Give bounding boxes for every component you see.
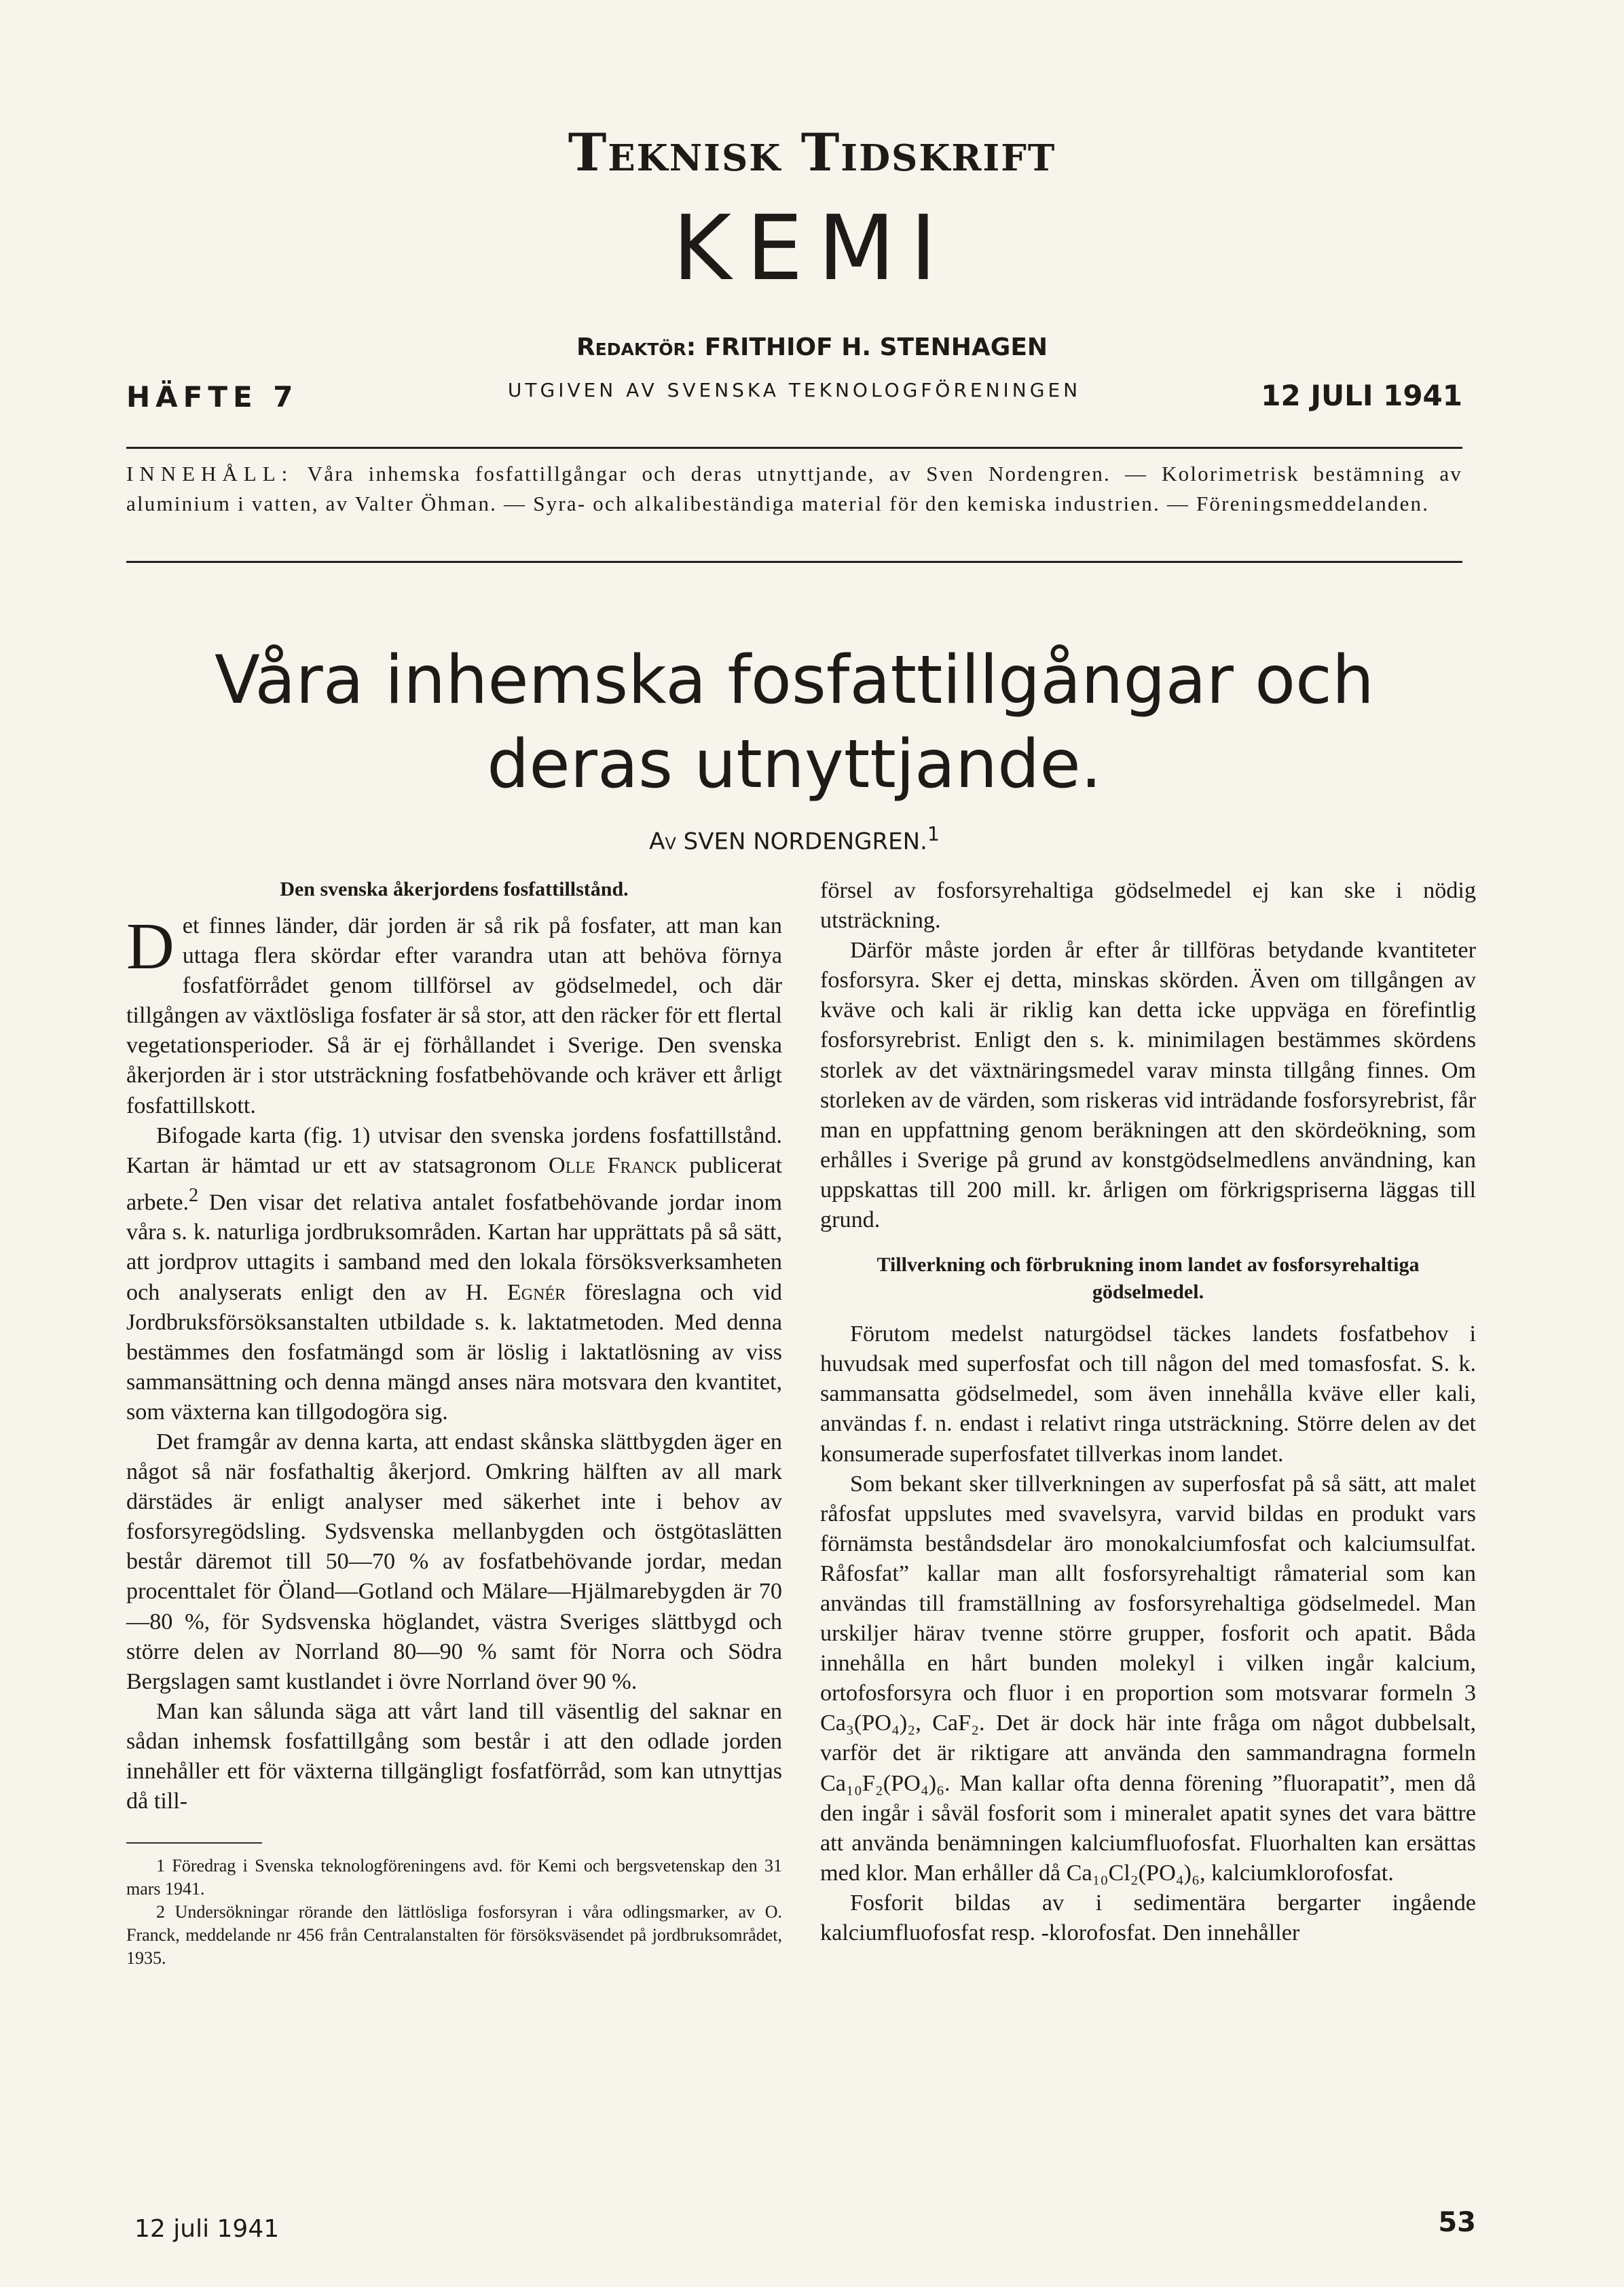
chemical-formula: Ca₁₀F₂(PO₄)₆. [820, 1770, 951, 1796]
section-title: KEMI [672, 196, 952, 301]
paragraph [126, 1121, 782, 1427]
footnote-separator [126, 1842, 262, 1844]
byline [126, 823, 1462, 855]
issue-date: 12 JULI 1941 [1261, 379, 1462, 412]
top-rule [126, 447, 1462, 449]
paragraph-text: föreslagna och vid Jordbruksförsöksanstalten utbildade s. k. laktatmetoden. Med denna bestämmes den fosfatmängd som är löslig i laktatlösning av viss sammansättning och denna mängd anses nära motsvara den kvantitet, som växterna kan tillgodogöra sig. [126, 1279, 782, 1425]
journal-title: Teknisk Tidskrift [568, 122, 1056, 183]
chemical-formula: 3 Ca₃(PO₄)₂, CaF₂. [820, 1681, 1477, 1736]
issue-row [126, 375, 1462, 416]
page-number: 53 [1438, 2207, 1476, 2238]
paragraph-text: publicerat arbete. [126, 1152, 783, 1215]
author-footnote-marker: 1 [927, 823, 940, 845]
paragraph-text: Som bekant sker tillverkningen av superfosfat på så sätt, att malet råfosfat uppslutes med svavelsyra, varvid bildas en produkt vars förnämsta beståndsdelar äro monokalciumfosfat och kalciumsulfat. Råfosfat” kallar man allt fosforsyrehaltigt råmaterial som kan användas till framställning av fosforsyrehaltiga gödselmedel. Man urskiljer härav tvenne större grupper, fosforit och apatit. Båda innehålla en hårt bunden molekyl i vilken ingår kalcium, ortofosforsyra och fluor i en proportion som motsvarar formeln [820, 1471, 1476, 1706]
contents-label: INNEHÅLL: [126, 462, 294, 486]
byline-prefix: Av [649, 828, 676, 856]
paragraph: Förutom medelst naturgödsel täckes landets fosfatbehov i huvudsak med superfosfat och till någon del med tomasfosfat. S. k. sammansatta gödselmedel, som även innehålla kväve eller kali, användas f. n. endast i relativt ringa utsträckning. Större delen av det konsumerade superfosfatet tillverkas inom landet. [820, 1321, 1476, 1467]
paragraph [820, 1469, 1476, 1888]
editor-name: FRITHIOF H. STENHAGEN [704, 333, 1048, 361]
editor-line [0, 333, 1624, 361]
paragraph-text: et finnes länder, där jorden är så rik på fosfater, att man kan uttaga flera skördar efter varandra utan att behöva förnya fosfatförrådet genom tillförsel av gödselmedel, och där tillgången av växtlösliga fosfater är så stor, att den räcker för ett flertal vegetationsperioder. Så är ej förhållandet i Sverige. Den svenska åkerjorden är i stor utsträckning fosfatbehövande och kräver ett årligt fosfattillskott. [126, 913, 782, 1118]
paragraph-text: kalciumklorofosfat. [1211, 1860, 1394, 1886]
paragraph: försel av fosforsyrehaltiga gödselmedel ej kan ske i nödig utsträckning. [820, 878, 1476, 934]
footnote-1: 1 Föredrag i Svenska teknologföreningens avd. för Kemi och bergsvetenskap den 31 mars 1941. [126, 1856, 782, 1899]
footer-date: 12 juli 1941 [134, 2215, 280, 2243]
article-title-line2: deras utnyttjande. [487, 726, 1102, 803]
left-column [126, 876, 782, 1970]
person-name: Egnér [506, 1279, 566, 1305]
paragraph-text: Den visar det relativa antalet fosfatbehövande jordar inom våra s. k. naturliga jordbruksområden. Kartan har upprättats på så sätt, att jordprov uttagits i samband med den lokala försöksverksamheten och analyserats enligt den av H. [126, 1190, 782, 1305]
article-title-line1: Våra inhemska fosfattillgångar och [214, 642, 1375, 719]
person-name: Olle Franck [549, 1152, 678, 1178]
author-name: SVEN NORDENGREN. [683, 828, 927, 856]
footnote-2: 2 Undersökningar rörande den lättlösliga fosforsyran i våra odlingsmarker, av O. Franck, meddelande nr 456 från Centralanstalten för försöksväsendet på jordbruksområdet, 1935. [126, 1902, 782, 1969]
drop-cap: D [126, 910, 174, 983]
chemical-formula: Ca₁₀Cl₂(PO₄)₆, [1066, 1860, 1206, 1886]
paragraph: Fosforit bildas av i sedimentära bergarter ingående kalciumfluofosfat resp. -klorofosfat. Den innehåller [820, 1890, 1476, 1945]
paragraph: Det framgår av denna karta, att endast skånska slättbygden äger en något så när fosfathaltig åkerjord. Omkring hälften av all mark därstädes är enligt analyser med säkerhet inte i behov av fosforsyregödsling. Sydsvenska mellanbygden och östgötaslätten består däremot till 50—70 % av fosfatbehövande jordar, medan procenttalet för Öland—Gotland och Mälare—Hjälmarebygden är 70—80 %, för Sydsvenska höglandet, västra Sveriges slättbygd och större delen av Norrland 80—90 % samt för Norra och Södra Bergslagen samt kustlandet i övre Norrland över 90 %. [126, 1429, 782, 1694]
paragraph [126, 911, 782, 1121]
issue-number: HÄFTE 7 [126, 380, 299, 414]
publisher-line: UTGIVEN AV SVENSKA TEKNOLOGFÖRENINGEN [507, 379, 1082, 401]
paragraph-text: Man kallar ofta denna förening ”fluorapatit”, men då den ingår i såväl fosforit som i mineralet apatit synes det vara bättre att använda benämningen kalciumfluofosfat. Fluorhalten kan ersättas med klor. Man erhåller då [820, 1770, 1476, 1886]
section-heading-1: Den svenska åkerjordens fosfattillstånd. [280, 878, 629, 900]
footnote-marker: 2 [189, 1184, 199, 1206]
contents-text: Våra inhemska fosfattillgångar och deras utnyttjande, av Sven Nordengren. — Kolorimetrisk bestämning av aluminium i vatten, av Valter Öhman. — Syra- och alkalibeständiga material för den kemiska industrien. — Föreningsmeddelanden. [126, 462, 1463, 515]
paragraph-text: Det är dock här inte fråga om något dubbelsalt, varför det är riktigare att använda den sammandragna formeln [820, 1710, 1477, 1766]
article-title [126, 638, 1462, 807]
paragraph: Man kan sålunda säga att vårt land till väsentlig del saknar en sådan inhemsk fosfattillgång som består i att den odlade jorden innehåller ett för växterna tillgängligt fosfatförråd, som kan utnyttjas då till- [126, 1698, 782, 1814]
right-column [820, 876, 1476, 1948]
section-heading-2: Tillverkning och förbrukning inom landet av fosforsyrehaltiga gödselmedel. [876, 1254, 1420, 1304]
paragraph: Därför måste jorden år efter år tillföras betydande kvantiteter fosforsyra. Sker ej detta, minskas skörden. Även om tillgången av kväve och kali är riklig kan detta icke uppväga en förefintlig fosforsyrebrist. Enligt den s. k. minimilagen bestämmes skördens storlek av det växtnäringsmedel varav minsta tillgång finnes. Om storleken av de värden, som riskeras vid inträdande fosforsyrebrist, får man en uppfattning genom beräkningen att den skördeökning, som erhålles i Sverige på grund av konstgödselmedlens användning, kan uppskattas till 200 mill. kr. årligen om förkrigspriserna läggas till grund. [820, 938, 1476, 1233]
paragraph-text: Bifogade karta (fig. 1) utvisar den svenska jordens fosfattillstånd. Kartan är hämtad ur ett av statsagronom [126, 1122, 782, 1178]
editor-label: Redaktör: [576, 333, 697, 361]
table-of-contents [126, 459, 1462, 519]
contents-rule [126, 561, 1462, 563]
masthead [0, 122, 1624, 361]
